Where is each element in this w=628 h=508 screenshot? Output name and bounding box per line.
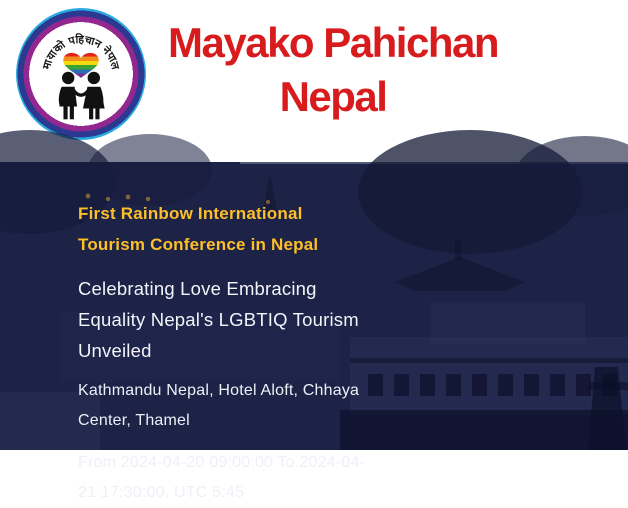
couple-silhouette-icon: [59, 72, 104, 120]
logo-emblem-icon: [16, 8, 146, 140]
site-header: [0, 0, 628, 162]
tagline-line-2: Equality Nepal's LGBTIQ Tourism: [78, 309, 359, 330]
site-title: [150, 16, 516, 124]
venue-line-1: Kathmandu Nepal, Hotel Aloft, Chhaya: [78, 382, 360, 399]
tagline-line-3: Unveiled: [78, 340, 152, 361]
conference-title-line-2: Tourism Conference in Nepal: [78, 235, 319, 254]
logo-arc-text: मायाको पहिचान नेपाल: [39, 32, 123, 71]
hero-content: [0, 162, 408, 508]
event-datetime-text: [78, 448, 408, 508]
datetime-line-1: From 2024-04-20 09:00:00 To 2024-04-: [78, 454, 366, 471]
venue-line-2: Center, Thamel: [78, 412, 190, 429]
mayako-pahichan-nepal-logo: [16, 8, 146, 140]
site-title-line-1: Mayako Pahichan: [168, 19, 498, 66]
conference-tagline: [78, 273, 408, 366]
datetime-line-2: 21 17:30:00, UTC 5:45: [78, 484, 245, 501]
tagline-line-1: Celebrating Love Embracing: [78, 278, 317, 299]
hero-banner: [0, 162, 628, 501]
site-title-line-2: Nepal: [279, 73, 387, 120]
conference-title-line-1: First Rainbow International: [78, 204, 303, 223]
venue-text: [78, 376, 408, 436]
conference-title: [78, 198, 408, 260]
